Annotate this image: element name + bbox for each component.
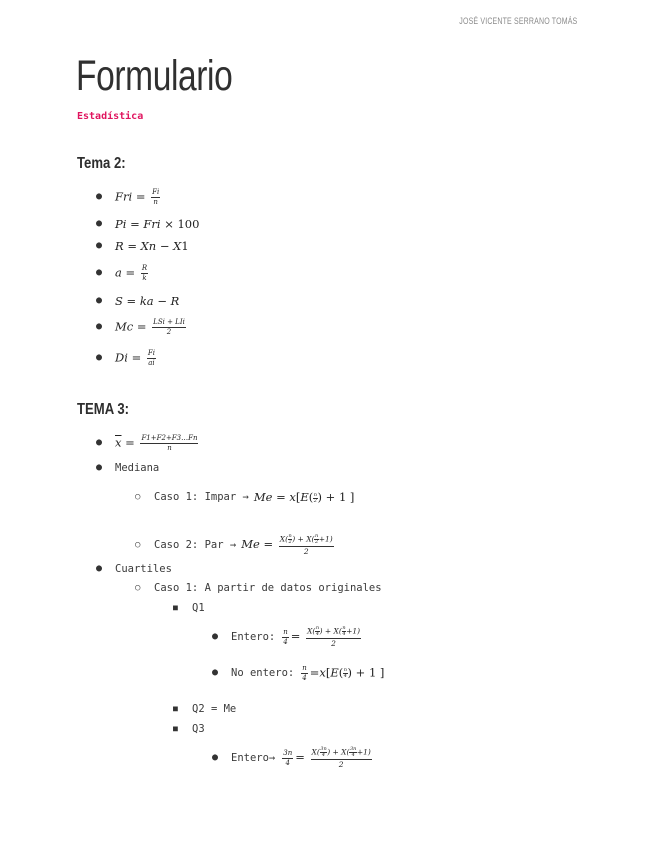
- q2-label: Q2 = Me: [192, 703, 237, 715]
- square-bullet-icon: ■: [173, 724, 178, 733]
- tema2-formula-mc: [96, 316, 188, 338]
- circle-bullet-icon: ○: [135, 583, 141, 593]
- q1-no-entero-label: No entero:: [231, 667, 295, 679]
- bullet-icon: ●: [96, 295, 103, 306]
- q2-item: [173, 698, 236, 720]
- mediana-caso1-label: Caso 1: Impar →: [154, 491, 249, 503]
- q1-entero: [212, 626, 363, 648]
- tema2-formula-pi: [96, 213, 199, 235]
- mediana-caso2-label: Caso 2: Par →: [154, 539, 237, 551]
- formula-me-impar: Me = x[E( $\frac{n}{2}$ ) + 1 ]: [253, 490, 355, 504]
- square-bullet-icon: ■: [173, 704, 178, 713]
- author-name: JOSÉ VICENTE SERRANO TOMÁS: [458, 16, 577, 26]
- formula-me-par: Me = X( $\frac{n}{2}$ ) + X( $\frac{n}{2}$ +1) 2: [241, 533, 333, 557]
- formula-a: a = $\frac{R}{k}$: [115, 263, 148, 282]
- mediana-caso1: [135, 486, 354, 508]
- tema3-formula-mean: [96, 432, 200, 454]
- cuartiles-caso1-label: Caso 1: A partir de datos originales: [154, 582, 382, 594]
- q1-item: [173, 597, 205, 619]
- cuartiles-caso1: [135, 577, 382, 599]
- tema2-formula-di: [96, 347, 158, 369]
- bullet-icon: ●: [96, 352, 103, 363]
- tema2-formula-a: [96, 262, 150, 284]
- bullet-icon: ●: [96, 563, 103, 574]
- square-bullet-icon: ■: [173, 603, 178, 612]
- bullet-icon: ●: [96, 462, 103, 473]
- bullet-icon: ●: [96, 267, 103, 278]
- formula-q1-no-entero: $\frac{n}{4}$ =x[E( $\frac{n}{4}$ ) + 1 ]: [302, 663, 385, 682]
- bullet-icon: ●: [96, 437, 103, 448]
- q3-entero: [212, 747, 374, 769]
- mediana-item: [96, 457, 159, 479]
- q3-entero-label: Entero→: [231, 752, 276, 764]
- cuartiles-label: Cuartiles: [115, 563, 172, 575]
- formula-fri: Fri = $\frac{Fi}{n}$: [115, 187, 160, 206]
- bullet-icon: ●: [96, 218, 103, 229]
- formula-q1-entero: $\frac{n}{4}$ = X( $\frac{n}{4}$ ) + X( $\frac{n}{4}$ +1) 2: [283, 625, 361, 649]
- circle-bullet-icon: ○: [135, 492, 141, 502]
- page-title: Formulario: [76, 52, 233, 100]
- bullet-icon: ●: [212, 631, 219, 642]
- bullet-icon: ●: [212, 667, 219, 678]
- formula-mc: Mc = $\frac{\text{LSi + LIi}}{2}$: [115, 317, 185, 336]
- bullet-icon: ●: [96, 240, 103, 251]
- q1-label: Q1: [192, 602, 205, 614]
- mediana-caso2: [135, 534, 336, 556]
- tema2-heading: Tema 2:: [77, 155, 126, 172]
- q3-item: [173, 718, 205, 740]
- formula-q3-entero: $\frac{3n}{4}$ = X( $\frac{3n}{4}$ ) + X( $\frac{3n}{4}$ +1) 2: [283, 746, 371, 770]
- bullet-icon: ●: [96, 321, 103, 332]
- q1-entero-label: Entero:: [231, 631, 276, 643]
- circle-bullet-icon: ○: [135, 540, 141, 550]
- formula-s: S = ka − R: [115, 294, 180, 308]
- formula-mean: $\overline{x}$ = $\frac{F1+F2+F3\dots Fn}{n}$: [115, 433, 198, 452]
- tema2-formula-fri: [96, 186, 162, 208]
- q1-no-entero: [212, 662, 384, 684]
- mediana-label: Mediana: [115, 462, 160, 474]
- page-subtitle: Estadística: [77, 111, 144, 122]
- tema3-heading: TEMA 3:: [77, 401, 129, 418]
- formula-r: R = Xn − X1: [115, 239, 189, 253]
- bullet-icon: ●: [212, 752, 219, 763]
- formula-pi: Pi = Fri × 100: [115, 217, 200, 231]
- tema2-formula-r: [96, 235, 189, 257]
- tema2-formula-s: [96, 290, 179, 312]
- bullet-icon: ●: [96, 191, 103, 202]
- q3-label: Q3: [192, 723, 205, 735]
- formula-di: Di = $\frac{Fi}{ai}$: [115, 348, 155, 367]
